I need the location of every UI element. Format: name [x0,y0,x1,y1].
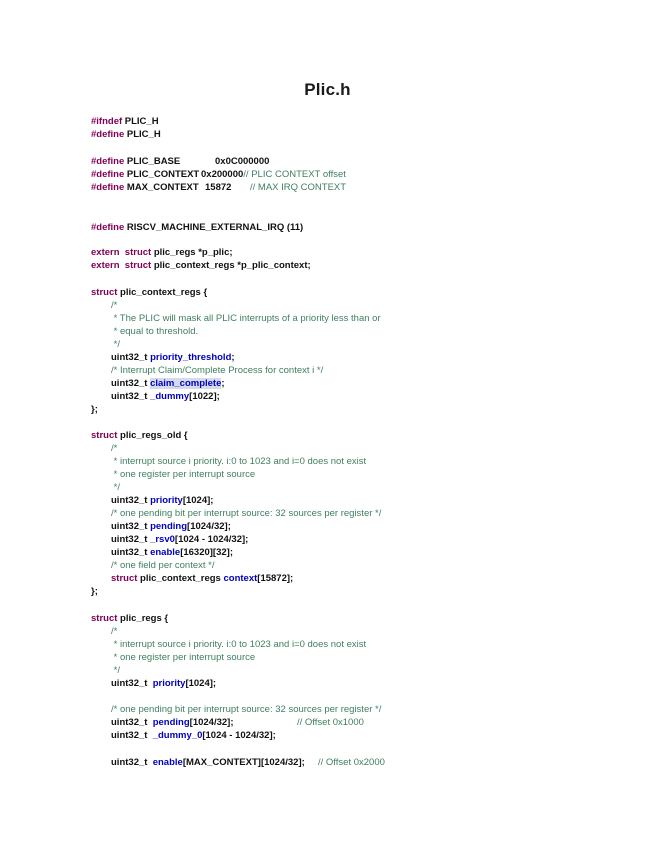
macro-name: MAX_CONTEXT [126,182,199,193]
field-name: context [223,573,258,584]
type-name: uint32_t [111,717,148,728]
field-name: enable [152,757,183,768]
macro-name: PLIC_H [124,116,159,127]
type-name: uint32_t [111,378,148,389]
code-comment [111,652,255,664]
code-line-field [111,717,234,729]
code-comment-text: /* [111,626,118,637]
struct-keyword: struct [124,247,152,258]
field-name: pending [152,717,190,728]
macro-value [205,182,231,194]
code-comment: // PLIC CONTEXT offset [243,169,346,180]
field-name: _rsv0 [150,534,175,545]
field-name: _dummy_0 [152,730,203,741]
macro-name: RISCV_MACHINE_EXTERNAL_IRQ (11) [126,222,304,233]
code-comment-text: * equal to threshold. [111,326,199,337]
code-line-define-plic-h [91,129,161,141]
type-name: uint32_t [111,534,148,545]
type-name: plic_context_regs [140,573,221,584]
type-name: uint32_t [111,678,148,689]
code-line-struct-regs [91,613,168,625]
code-line-field [111,534,248,546]
code-line-ifndef [91,116,159,128]
code-comment [111,313,381,325]
code-comment [111,469,255,481]
code-line-field [111,391,220,403]
code-comment-text: */ [111,339,120,350]
code-line-field [111,678,216,690]
code-comment-text: /* [111,443,118,454]
code-comment [318,757,385,769]
code-comment-text: /* [111,300,118,311]
array-dim: [1024 - 1024/32]; [174,534,249,545]
code-comment [111,482,120,494]
preprocessor-keyword: #define [91,129,125,140]
code-comment-text: * interrupt source i priority. i:0 to 1023 and i=0 does not exist [111,639,367,650]
code-line-struct-old [91,430,188,442]
code-line-field [111,757,305,769]
code-line-field [111,521,231,533]
code-comment [297,717,364,729]
macro-value-text: 0x0C000000 [215,156,270,167]
macro-value-text: 15872 [205,182,232,193]
array-dim: [15872]; [257,573,294,584]
code-line-extern-plic-context [91,260,311,272]
code-comment-text: // MAX IRQ CONTEXT [250,182,347,193]
type-name: uint32_t [111,547,148,558]
macro-value [201,169,346,181]
code-comment-text: /* one pending bit per interrupt source: 32 sources per register */ [111,508,382,519]
field-name: priority [150,495,183,506]
semicolon: ; [231,352,235,363]
macro-name: PLIC_BASE [126,156,181,167]
field-name: enable [150,547,181,558]
code-comment [111,626,117,638]
field-name-selected[interactable]: claim_complete [150,378,222,389]
code-comment [111,665,120,677]
extern-keyword: extern [91,260,120,271]
struct-keyword: struct [91,287,118,298]
code-line-field [111,573,293,585]
struct-name: plic_regs_old { [120,430,188,441]
array-dim: [16320][32]; [180,547,233,558]
field-name: pending [150,521,188,532]
type-name: uint32_t [111,730,148,741]
array-dim: [1024/32]; [189,717,234,728]
struct-name: plic_context_regs { [120,287,208,298]
code-comment [111,560,215,572]
declaration: plic_context_regs *p_plic_context; [153,260,311,271]
code-comment [111,339,120,351]
code-comment [250,182,346,194]
type-name: uint32_t [111,352,148,363]
code-line-field [111,495,213,507]
code-line-field [111,547,233,559]
array-dim: [MAX_CONTEXT][1024/32]; [182,757,305,768]
struct-keyword: struct [124,260,152,271]
code-line-define-plic-base [91,156,180,168]
code-comment-text: /* Interrupt Claim/Complete Process for context i */ [111,365,324,376]
page-title: Plic.h [304,80,351,99]
code-comment [111,704,381,716]
field-name: _dummy [150,391,190,402]
code-comment-text: * interrupt source i priority. i:0 to 1023 and i=0 does not exist [111,456,367,467]
code-line-field [111,352,235,364]
array-dim: [1024 - 1024/32]; [202,730,276,741]
code-comment [111,456,366,468]
code-line-field [111,378,225,390]
code-line-field [111,730,276,742]
declaration: plic_regs *p_plic; [153,247,233,258]
type-name: uint32_t [111,521,148,532]
array-dim: [1024]; [182,495,214,506]
array-dim: [1024/32]; [187,521,231,532]
code-line-close [91,404,98,416]
array-dim: [1024]; [185,678,217,689]
preprocessor-keyword: #define [91,169,125,180]
code-comment-text: * one register per interrupt source [111,652,256,663]
struct-keyword: struct [91,430,118,441]
code-line-close [91,586,98,598]
preprocessor-keyword: #ifndef [91,116,123,127]
struct-keyword: struct [91,613,118,624]
code-comment-text: */ [111,482,120,493]
code-comment-text: /* one field per context */ [111,560,215,571]
macro-name: PLIC_H [126,129,161,140]
code-comment [111,300,117,312]
array-dim: [1022]; [189,391,220,402]
type-name: uint32_t [111,757,148,768]
code-line-define-plic-context [91,169,199,181]
code-comment [111,508,381,520]
field-name: priority_threshold [150,352,232,363]
field-name: priority [152,678,186,689]
code-comment-text: */ [111,665,120,676]
macro-value [215,156,269,168]
code-comment [111,639,366,651]
code-line-define-riscv-irq [91,222,303,234]
macro-value-text: 0x200000 [201,169,244,180]
struct-keyword: struct [111,573,138,584]
semicolon: ; [221,378,225,389]
type-name: uint32_t [111,495,148,506]
preprocessor-keyword: #define [91,222,125,233]
code-comment-text: * The PLIC will mask all PLIC interrupts of a priority less than or [111,313,381,324]
type-name: uint32_t [111,391,148,402]
code-comment-text: * one register per interrupt source [111,469,256,480]
code-comment [111,365,323,377]
code-line-extern-plic [91,247,233,259]
close-brace: }; [91,404,98,415]
code-comment [111,443,117,455]
code-comment-text: /* one pending bit per interrupt source: 32 sources per register */ [111,704,382,715]
struct-name: plic_regs { [120,613,169,624]
preprocessor-keyword: #define [91,182,125,193]
code-comment-text: // Offset 0x1000 [297,717,364,728]
code-comment [111,326,198,338]
code-line-define-max-context [91,182,199,194]
preprocessor-keyword: #define [91,156,125,167]
extern-keyword: extern [91,247,120,258]
code-line-struct-context [91,287,207,299]
macro-name: PLIC_CONTEXT [126,169,200,180]
code-comment-text: // Offset 0x2000 [318,757,385,768]
close-brace: }; [91,586,98,597]
